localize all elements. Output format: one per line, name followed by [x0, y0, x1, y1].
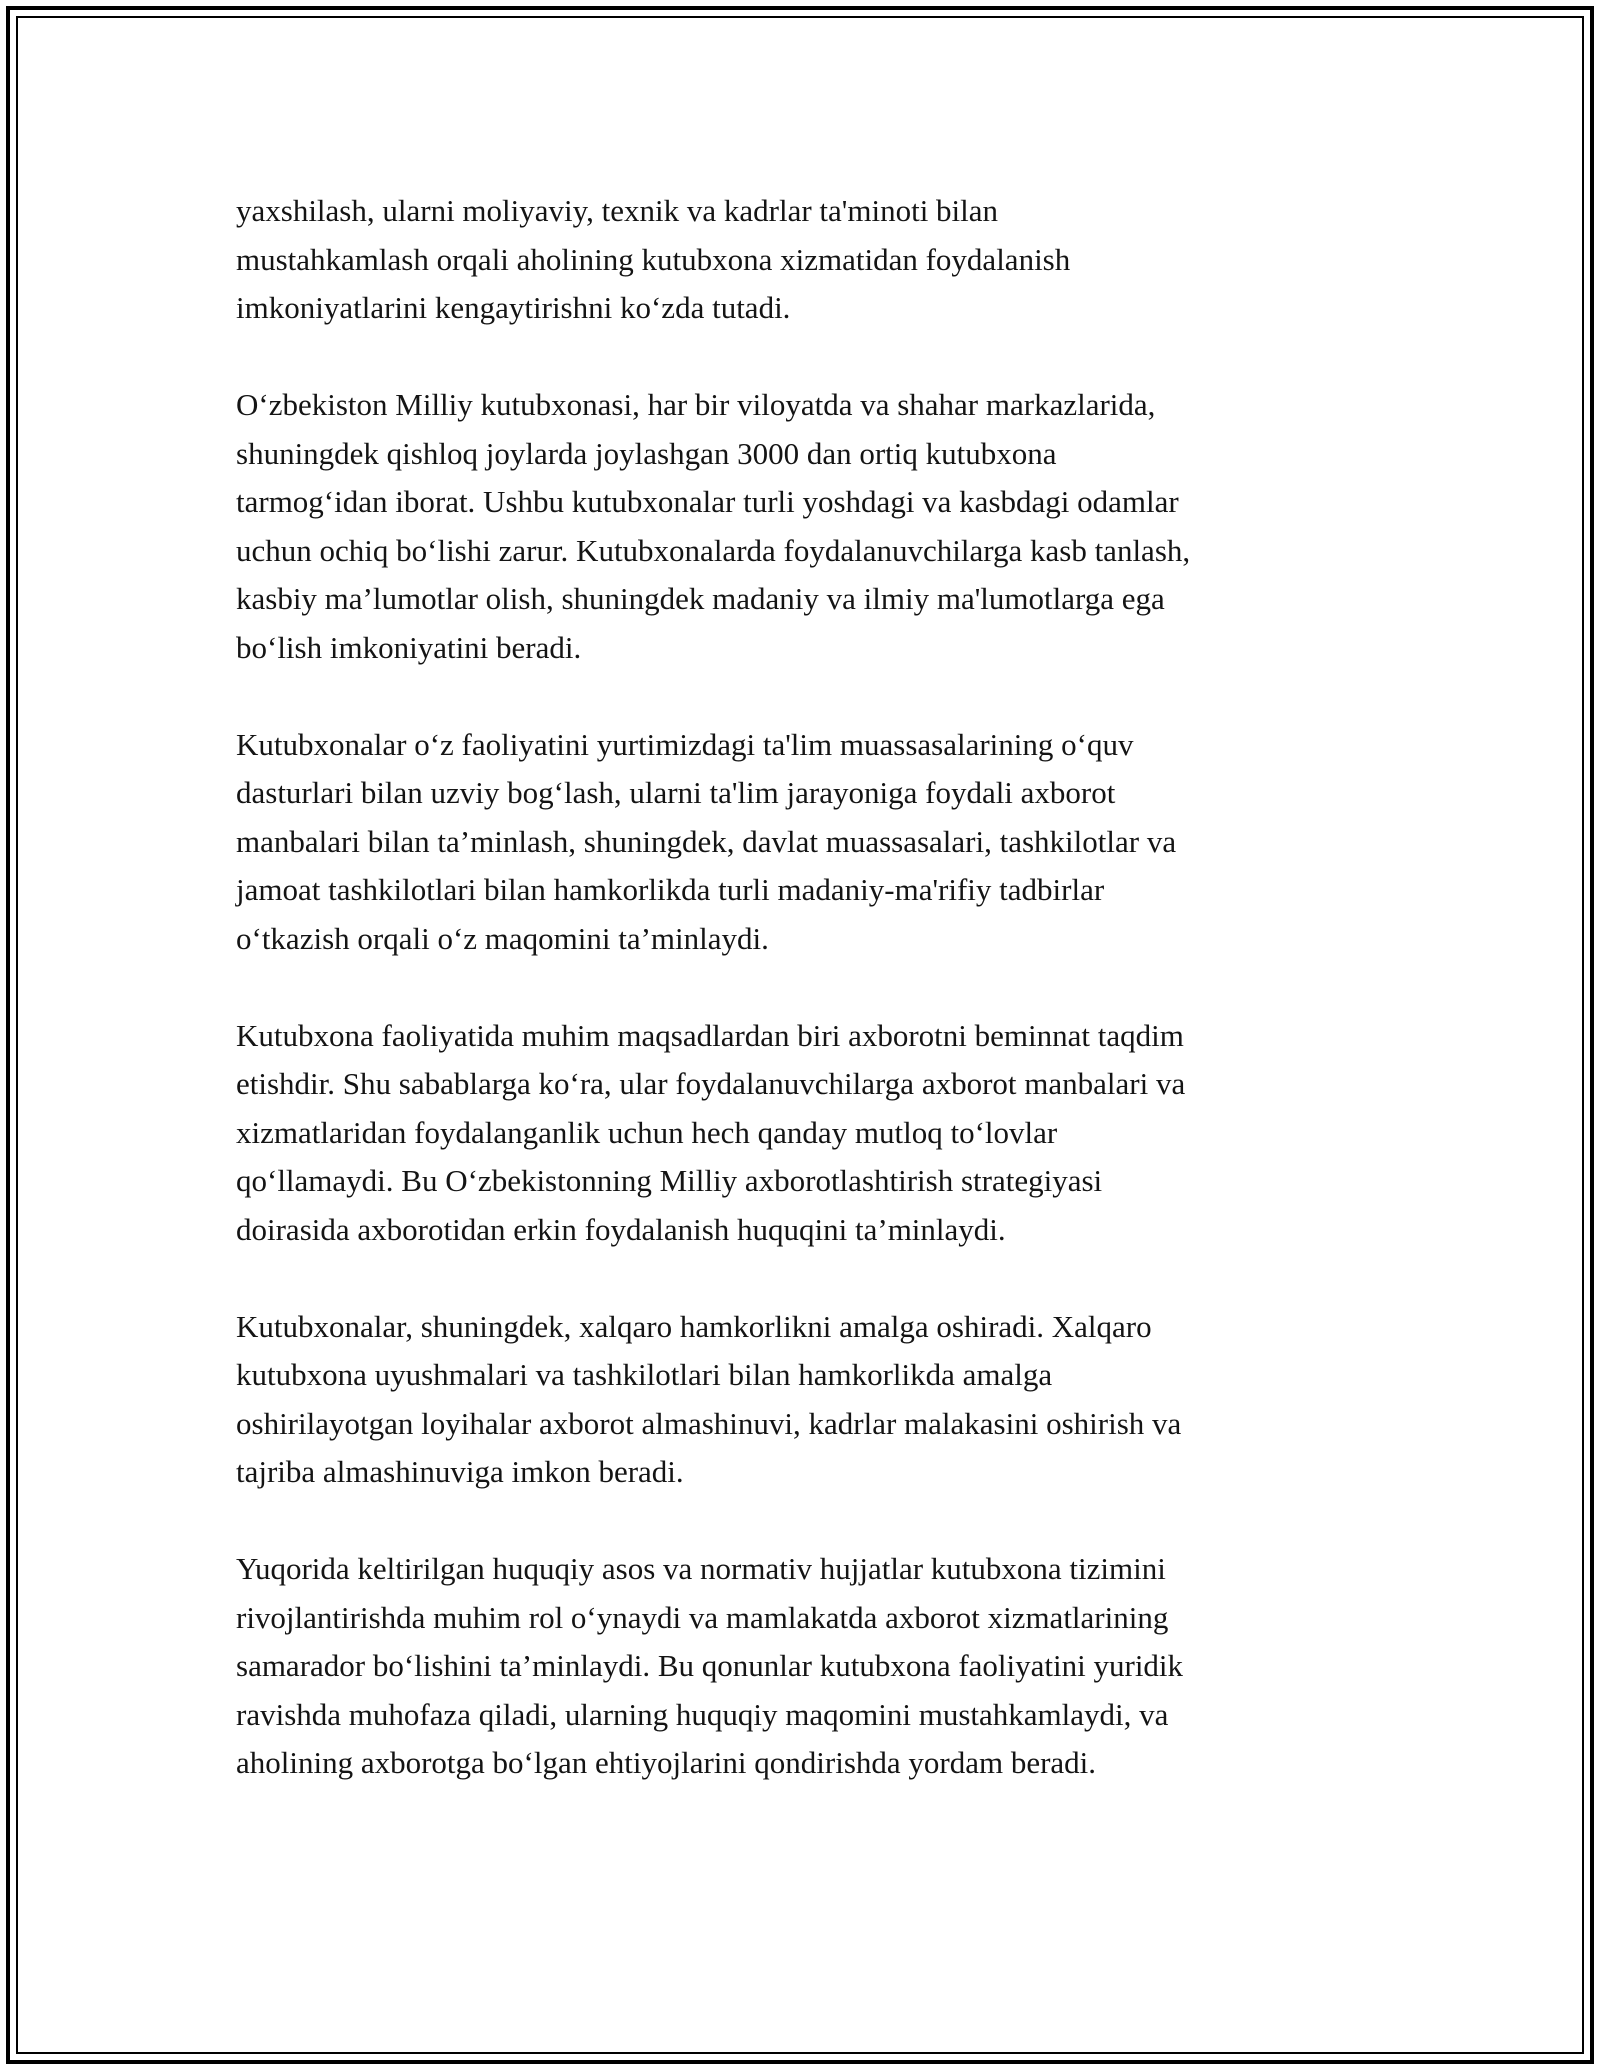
paragraph-2: [236, 381, 1396, 672]
paragraph-5: [236, 1303, 1396, 1497]
text-line: manbalari bilan ta’minlash, shuningdek, davlat muassasalari, tashkilotlar va: [236, 823, 1177, 859]
text-line: tajriba almashinuviga imkon beradi.: [236, 1454, 684, 1489]
text-line: doirasida axborotidan erkin foydalanish huquqini ta’minlaydi.: [236, 1211, 1006, 1247]
paragraph-3: [236, 721, 1396, 964]
text-line: Kutubxona faoliyatida muhim maqsadlardan biri axborotni beminnat taqdim: [236, 1017, 1184, 1053]
document-body: [236, 187, 1396, 1836]
text-line: bo‘lish imkoniyatini beradi.: [236, 629, 582, 665]
text-line: tarmog‘idan iborat. Ushbu kutubxonalar turli yoshdagi va kasbdagi odamlar: [236, 484, 1179, 519]
text-line: aholining axborotga bo‘lgan ehtiyojlarini qondirishda yordam beradi.: [236, 1745, 1097, 1780]
text-line: Kutubxonalar, shuningdek, xalqaro hamkorlikni amalga oshiradi. Xalqaro: [236, 1308, 1152, 1344]
text-line: Yuqorida keltirilgan huquqiy asos va normativ hujjatlar kutubxona tizimini: [236, 1551, 1166, 1586]
text-line: shuningdek qishloq joylarda joylashgan 3000 dan ortiq kutubxona: [236, 435, 1057, 471]
text-line: xizmatlaridan foydalanganlik uchun hech qanday mutloq to‘lovlar: [236, 1114, 1058, 1150]
text-line: rivojlantirishda muhim rol o‘ynaydi va mamlakatda axborot xizmatlarining: [236, 1599, 1169, 1635]
text-line: dasturlari bilan uzviy bog‘lash, ularni ta'lim jarayoniga foydali axborot: [236, 775, 1116, 810]
paragraph-4: [236, 1012, 1396, 1255]
text-line: Kutubxonalar o‘z faoliyatini yurtimizdagi ta'lim muassasalarining o‘quv: [236, 726, 1134, 762]
text-line: qo‘llamaydi. Bu O‘zbekistonning Milliy axborotlashtirish strategiyasi: [236, 1163, 1103, 1198]
paragraph-6: [236, 1545, 1396, 1788]
text-line: samarador bo‘lishini ta’minlaydi. Bu qonunlar kutubxona faoliyatini yuridik: [236, 1648, 1184, 1683]
text-line: imkoniyatlarini kengaytirishni ko‘zda tutadi.: [236, 290, 791, 325]
text-line: kutubxona uyushmalari va tashkilotlari bilan hamkorlikda amalga: [236, 1357, 1053, 1392]
text-line: jamoat tashkilotlari bilan hamkorlikda turli madaniy-ma'rifiy tadbirlar: [236, 872, 1105, 907]
text-line: O‘zbekiston Milliy kutubxonasi, har bir viloyatda va shahar markazlarida,: [236, 387, 1156, 422]
text-line: uchun ochiq bo‘lishi zarur. Kutubxonalarda foydalanuvchilarga kasb tanlash,: [236, 532, 1191, 568]
text-line: mustahkamlash orqali aholining kutubxona xizmatidan foydalanish: [236, 241, 1071, 277]
text-line: ravishda muhofaza qiladi, ularning huquqiy maqomini mustahkamlaydi, va: [236, 1696, 1169, 1732]
text-line: kasbiy ma’lumotlar olish, shuningdek madaniy va ilmiy ma'lumotlarga ega: [236, 581, 1165, 616]
paragraph-1: [236, 187, 1396, 333]
text-line: etishdir. Shu sabablarga ko‘ra, ular foydalanuvchilarga axborot manbalari va: [236, 1066, 1186, 1101]
text-line: o‘tkazish orqali o‘z maqomini ta’minlaydi.: [236, 920, 769, 956]
text-line: oshirilayotgan loyihalar axborot almashinuvi, kadrlar malakasini oshirish va: [236, 1405, 1182, 1441]
text-line: yaxshilash, ularni moliyaviy, texnik va kadrlar ta'minoti bilan: [236, 193, 999, 228]
